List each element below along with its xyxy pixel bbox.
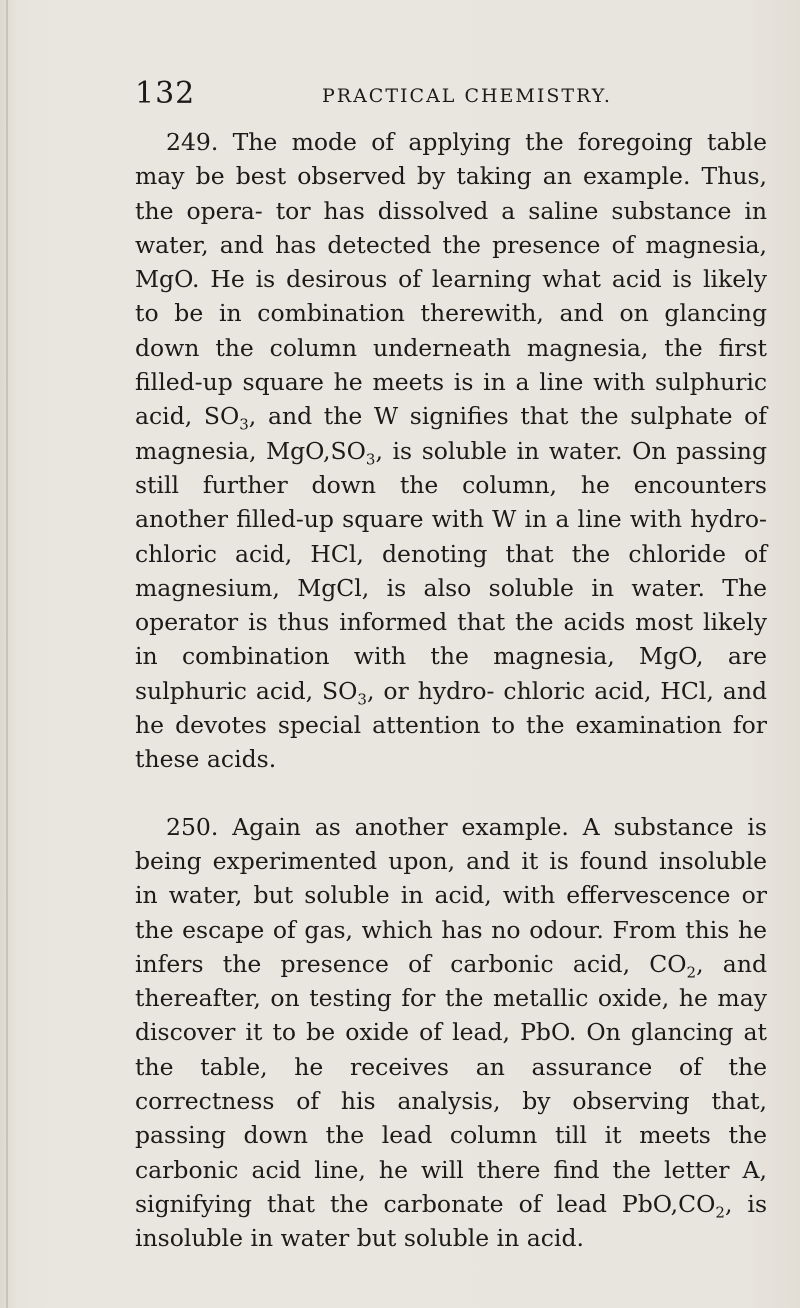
text-segment: , is soluble in water. On passing still further down the column, he encounters another filled-up square with W in a line with hydro- chloric acid, HCl, denoting that the chloride of magnesium, MgCl, is also soluble in water. The operator is thus informed that the acids most likely in combination with the magnesia, MgO, are sulphuric acid, SO [135, 436, 767, 705]
page-edge-shadow [6, 0, 8, 1308]
body-text [135, 125, 767, 1256]
text-segment: , and the W signifies that the sulphate of magnesia, MgO,SO [135, 402, 767, 465]
subscript: 2 [686, 963, 697, 982]
text-segment: The mode of applying the foregoing table may be best observed by taking an example. Thus, the opera- tor has dissolved a saline substance in water, and has detected the presence of magnesia, MgO. He is desirous of learning what acid is likely to be in combination therewith, and on glancing down the column underneath magnesia, the first filled-up square he meets is in a line with sulphuric acid, SO [135, 128, 767, 431]
page-header [135, 76, 765, 116]
paragraph-249 [135, 125, 767, 777]
text-segment: , and thereafter, on testing for the metallic oxide, he may discover it to be oxide of lead, PbO. On glancing at the table, he receives an assurance of the correctness of his analysis, by observing that, passing down the lead column till it meets the carbonic acid line, he will there find the letter A, signifying that the carbonate of lead PbO,CO [135, 949, 767, 1218]
text-segment: , or hydro- chloric acid, HCl, and he devotes special attention to the examination for these acids. [135, 676, 767, 774]
paragraph-number: 249. [166, 128, 219, 156]
paragraph-number: 250. [166, 812, 219, 841]
subscript: 3 [357, 690, 367, 709]
page-number: 132 [135, 76, 196, 111]
text-segment: , is insoluble in water but soluble in acid. [135, 1189, 768, 1253]
subscript: 2 [715, 1203, 725, 1222]
subscript: 3 [365, 450, 376, 469]
text-segment: Again as another example. A substance is being experimented upon, and it is found insoluble in water, but soluble in acid, with effervescence or the escape of gas, which has no odour. From this he infers the presence of carbonic acid, CO [135, 812, 767, 978]
subscript: 3 [239, 416, 249, 435]
paragraph-250 [135, 810, 767, 1256]
running-title: PRACTICAL CHEMISTRY. [322, 85, 612, 107]
